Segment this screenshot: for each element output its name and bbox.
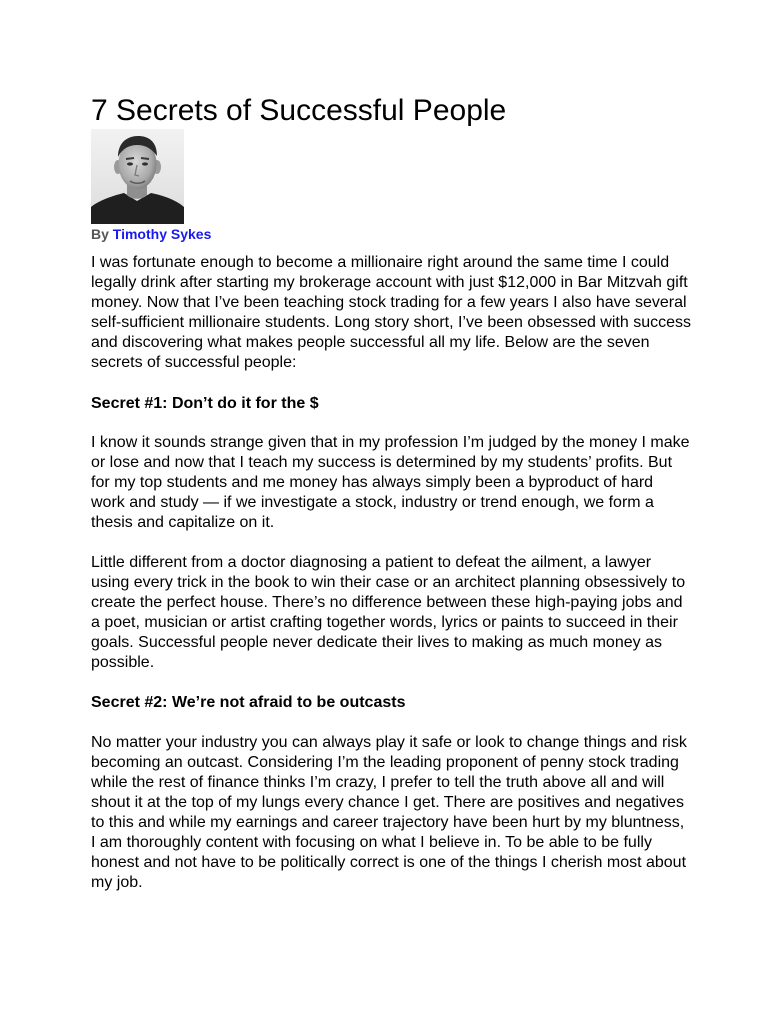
secret-1-heading: Secret #1: Don’t do it for the $ [91, 395, 319, 412]
byline-prefix: By [91, 226, 113, 242]
author-photo [91, 129, 184, 224]
author-portrait-icon [91, 129, 184, 224]
secret-1-paragraph-2: Little different from a doctor diagnosing a patient to defeat the ailment, a lawyer using every trick in the book to win their case or an architect planning obsessively to create the perfect house. There’s no difference between these high-paying jobs and a poet, musician or artist crafting together words, lyrics or paints to succeed in their goals. Successful people never dedicate their lives to making as much money as possible. [91, 554, 686, 671]
secret-1-paragraph-1: I know it sounds strange given that in my profession I’m judged by the money I make or lose and now that I teach my success is determined by my students’ profits. But for my top students and me money has always simply been a byproduct of hard work and study — if we investigate a stock, industry or trend enough, we form a thesis and capitalize on it. [91, 434, 690, 531]
secret-2-heading: Secret #2: We’re not afraid to be outcasts [91, 694, 406, 711]
intro-paragraph: I was fortunate enough to become a millionaire right around the same time I could legally drink after starting my brokerage account with just $12,000 in Bar Mitzvah gift money. Now that I’ve been teaching stock trading for a few years I also have several self-sufficient millionaire students. Long story short, I’ve been obsessed with success and discovering what makes people successful all my life. Below are the seven secrets of successful people: [91, 254, 691, 371]
author-link[interactable]: Timothy Sykes [112, 226, 212, 242]
secret-2-paragraph-1: No matter your industry you can always play it safe or look to change things and risk becoming an outcast. Considering I’m the leading proponent of penny stock trading while the rest of finance thinks I’m crazy, I prefer to tell the truth above all and will shout it at the top of my lungs every chance I get. There are positives and negatives to this and while my earnings and career trajectory have been hurt by my bluntness, I am thoroughly content with focusing on what I believe in. To be able to be fully honest and not have to be politically correct is one of the things I cherish most about my job. [91, 734, 687, 891]
byline [91, 225, 211, 243]
article-title: 7 Secrets of Successful People [91, 94, 507, 127]
